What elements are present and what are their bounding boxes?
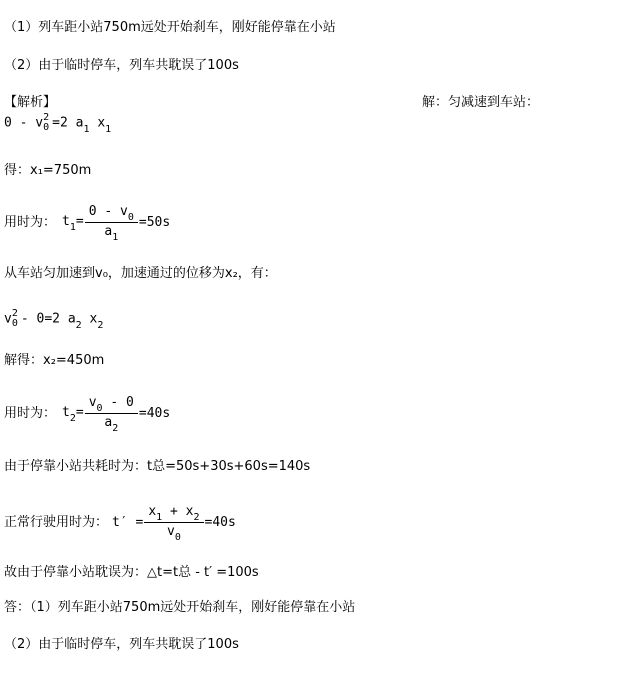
equation-2: v 2 0 - 0=2 $a_2$ $x_2$ (4, 308, 104, 331)
final-answer-1: 答：（1）列车距小站750m远处开始刹车，刚好能停靠在小站 (4, 600, 356, 615)
solution-intro: 解：匀减速到车站： (422, 95, 540, 110)
answer-line-1: （1）列车距小站750m远处开始刹车，刚好能停靠在小站 (4, 20, 336, 35)
normal-time-fraction: $\frac{x_1 + x_2}{v_0}$ (144, 505, 203, 540)
acceleration-paragraph: 从车站匀加速到v₀，加速通过的位移为x₂，有： (4, 266, 277, 281)
result-x1: 得：x₁=750m (4, 163, 92, 178)
t2-equation: 用时为： $t_2=$ $\frac{v_0 - 0}{a_2}$ =40s (4, 395, 171, 434)
equation-1: 0 - v 2 0 =2 $a_1$ $x_1$ (4, 112, 112, 135)
total-time: 由于停靠小站共耗时为：t总=50s+30s+60s=140s (4, 459, 311, 474)
final-answer-2: （2）由于临时停车，列车共耽误了100s (4, 637, 239, 652)
result-x2: 解得：x₂=450m (4, 353, 105, 368)
t1-equation: 用时为： $t_1=$ $\frac{0 - v_0}{a_1}$ =50s (4, 204, 171, 243)
delay-result: 故由于停靠小站耽误为：△t=t总 - t′ =100s (4, 565, 259, 580)
answer-line-2: （2）由于临时停车，列车共耽误了100s (4, 58, 239, 73)
normal-time-equation: 正常行驶用时为： t′ = $\frac{x_1 + x_2}{v_0}$ =40s (4, 504, 236, 543)
t1-fraction: $\frac{0 - v_0}{a_1}$ (85, 205, 138, 240)
analysis-heading: 【解析】 (4, 95, 57, 110)
t2-fraction: $\frac{v_0 - 0}{a_2}$ (85, 396, 138, 431)
